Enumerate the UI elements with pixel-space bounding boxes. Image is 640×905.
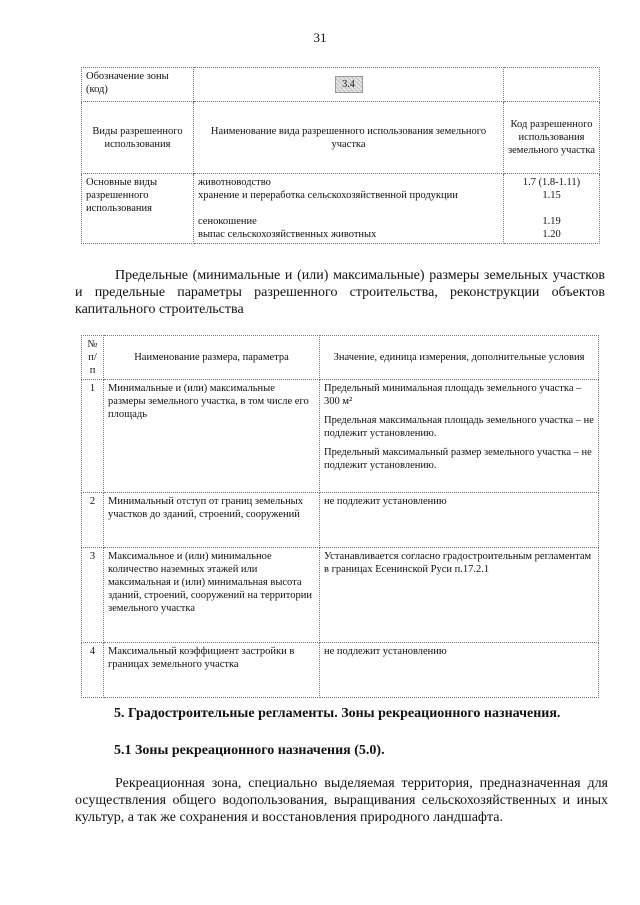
recreation-paragraph: Рекреационная зона, специально выделяемая территория, предназначенная для осуществления общего водопользования, выращивания сельскохозяйственных и иных культур, а так же сохранения и восстановления природного ландшафта. [75,776,608,825]
param-value-line: Предельный максимальный размер земельного участка – не подлежит установлению. [324,447,592,471]
param-name: Максимальный коэффициент застройки в границах земельного участка [104,643,320,698]
row-number: 3 [82,548,104,643]
section-heading: 5. Градостроительные регламенты. Зоны рекреационного назначения. [114,706,561,721]
usage-name: животноводство [198,177,271,188]
col-value-header: Значение, единица измерения, дополнительные условия [320,336,599,380]
param-name: Минимальные и (или) максимальные размеры земельного участка, в том числе его площадь [104,380,320,493]
col-kind-header: Виды разрешенного использования [82,102,194,174]
usage-name: хранение и переработка сельскохозяйственной продукции [198,190,458,201]
zone-usage-table [81,67,600,244]
param-name: Минимальный отступ от границ земельных участков до зданий, строений, сооружений [104,493,320,548]
parameters-table [81,335,599,698]
param-value: не подлежит установлению [320,493,599,548]
col-name-header: Наименование вида разрешенного использования земельного участка [194,102,504,174]
usage-code: 1.15 [542,190,561,201]
col-param-header: Наименование размера, параметра [104,336,320,380]
param-value: не подлежит установлению [320,643,599,698]
param-value-line: Предельная максимальная площадь земельного участка – не подлежит установлению. [324,415,594,439]
usage-code: 1.7 (1.8-1.11) [522,177,581,188]
usage-name: выпас сельскохозяйственных животных [198,229,377,240]
zone-label: Обозначение зоны (код) [82,68,194,102]
subsection-heading: 5.1 Зоны рекреационного назначения (5.0). [114,743,385,758]
col-num-header: № п/п [82,336,104,380]
page-number: 31 [313,30,327,45]
usage-names [194,174,504,244]
param-value [320,380,599,493]
usage-code: 1.20 [542,229,561,240]
limits-paragraph: Предельные (минимальные и (или) максимальные) размеры земельных участков и предельные параметры разрешенного строительства, реконструкции объектов капитального строительства [75,268,605,317]
param-name: Максимальное и (или) минимальное количество наземных этажей или максимальная и (или) минимальная высота зданий, строений, сооружений на территории земельного участка [104,548,320,643]
zone-code: 3.4 [335,76,363,93]
row-number: 2 [82,493,104,548]
usage-kind: Основные виды разрешенного использования [82,174,194,244]
row-number: 1 [82,380,104,493]
usage-code: 1.19 [542,216,561,227]
usage-name: сенокошение [198,216,257,227]
col-code-header: Код разрешенного использования земельного участка [504,102,600,174]
param-value-line: Предельный минимальная площадь земельного участка – 300 м² [324,383,582,407]
param-value: Устанавливается согласно градостроительным регламентам в границах Есенинской Руси п.17.2.1 [320,548,599,643]
row-number: 4 [82,643,104,698]
usage-codes [504,174,600,244]
